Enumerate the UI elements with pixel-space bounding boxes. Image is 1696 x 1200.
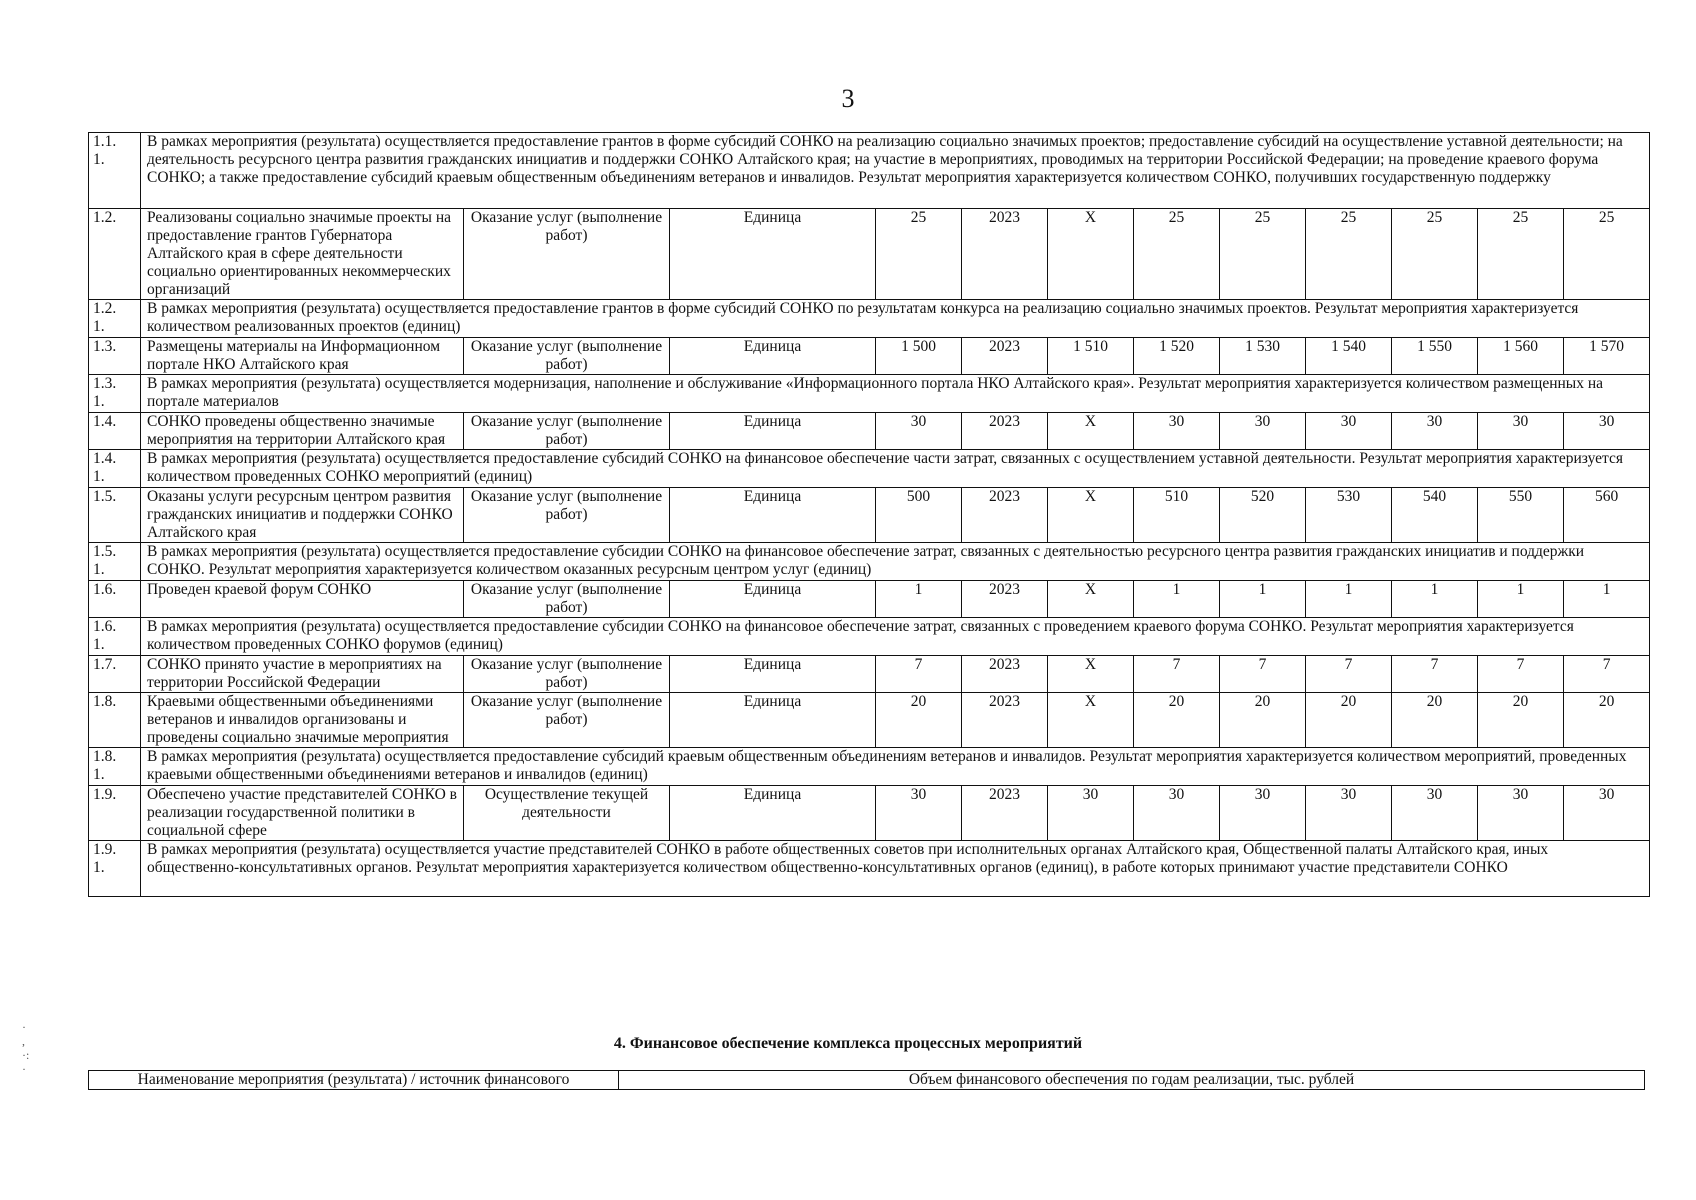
description-row [89,618,1650,656]
result-name: Размещены материалы на Информационном портале НКО Алтайского края [141,338,464,375]
year-value: 1 560 [1478,338,1564,375]
indicator-row [89,693,1650,748]
result-type: Оказание услуг (выполнение работ) [464,209,670,300]
result-type: Оказание услуг (выполнение работ) [464,581,670,618]
year-value: 25 [1306,209,1392,300]
page-number: 3 [841,84,855,113]
indicator-row [89,581,1650,618]
year-value: 530 [1306,488,1392,543]
year-value: 30 [1478,413,1564,450]
year-value: 1 [1134,581,1220,618]
indicator-row [89,209,1650,300]
base-value: 500 [876,488,962,543]
row-number: 1.4. [89,413,141,450]
year-value: 30 [1478,786,1564,841]
year-value: 20 [1564,693,1650,748]
year-value: 510 [1134,488,1220,543]
year-value: 30 [1392,413,1478,450]
base-value: 1 500 [876,338,962,375]
row-number: 1.2. 1. [89,300,141,338]
row-number: 1.3. [89,338,141,375]
row-description: В рамках мероприятия (результата) осуществляется участие представителей СОНКО в работе общественных советов при исполнительных органах Алтайского края, Общественной палаты Алтайского края, иных общественно-консультативных органов. Результат мероприятия характеризуется количеством общественно-консультативных органов (единиц), в работе которых принимают участие представители СОНКО [141,841,1650,897]
result-type: Оказание услуг (выполнение работ) [464,693,670,748]
year-value: 30 [1306,413,1392,450]
year-value: X [1048,656,1134,693]
financing-table [88,1070,1645,1090]
year-value: 30 [1220,786,1306,841]
year-value: 20 [1220,693,1306,748]
row-number: 1.4. 1. [89,450,141,488]
result-type: Оказание услуг (выполнение работ) [464,656,670,693]
year-value: 520 [1220,488,1306,543]
base-year: 2023 [962,581,1048,618]
section-title: 4. Финансовое обеспечение комплекса процессных мероприятий [613,1035,1083,1052]
year-value: 7 [1478,656,1564,693]
row-number: 1.5. 1. [89,543,141,581]
year-value: 1 [1220,581,1306,618]
result-name: Реализованы социально значимые проекты на предоставление грантов Губернатора Алтайского края в сфере деятельности социально ориентированных некоммерческих организаций [141,209,464,300]
row-number: 1.7. [89,656,141,693]
unit-of-measure: Единица [670,581,876,618]
year-value: 1 530 [1220,338,1306,375]
row-description: В рамках мероприятия (результата) осуществляется модернизация, наполнение и обслуживание «Информационного портала НКО Алтайского края». Результат мероприятия характеризуется количеством размещенных на портале материалов [141,375,1650,413]
row-description: В рамках мероприятия (результата) осуществляется предоставление субсидии СОНКО на финансовое обеспечение затрат, связанных с деятельностью ресурсного центра развития гражданских инициатив и поддержки СОНКО. Результат мероприятия характеризуется количеством оказанных ресурсным центром услуг (единиц) [141,543,1650,581]
year-value: 20 [1392,693,1478,748]
year-value: 1 520 [1134,338,1220,375]
base-value: 7 [876,656,962,693]
base-year: 2023 [962,656,1048,693]
row-description: В рамках мероприятия (результата) осуществляется предоставление субсидии СОНКО на финансовое обеспечение затрат, связанных с проведением краевого форума СОНКО. Результат мероприятия характеризуется количеством проведенных СОНКО форумов (единиц) [141,618,1650,656]
year-value: 7 [1220,656,1306,693]
year-value: 7 [1306,656,1392,693]
row-number: 1.6. 1. [89,618,141,656]
unit-of-measure: Единица [670,338,876,375]
year-value: X [1048,488,1134,543]
year-value: X [1048,209,1134,300]
base-value: 1 [876,581,962,618]
unit-of-measure: Единица [670,209,876,300]
base-year: 2023 [962,488,1048,543]
base-year: 2023 [962,413,1048,450]
year-value: 540 [1392,488,1478,543]
year-value: 1 [1306,581,1392,618]
description-row [89,841,1650,897]
year-value: 20 [1306,693,1392,748]
scan-marks: · , ·: · [22,1020,30,1076]
year-value: 20 [1478,693,1564,748]
year-value: 30 [1564,413,1650,450]
result-type: Осуществление текущей деятельности [464,786,670,841]
row-number: 1.8. [89,693,141,748]
row-number: 1.2. [89,209,141,300]
year-value: 550 [1478,488,1564,543]
year-value: 7 [1564,656,1650,693]
description-row [89,543,1650,581]
indicator-row [89,338,1650,375]
description-row [89,375,1650,413]
description-row [89,300,1650,338]
indicator-row [89,488,1650,543]
base-value: 20 [876,693,962,748]
indicator-row [89,656,1650,693]
row-description: В рамках мероприятия (результата) осуществляется предоставление субсидий краевым общественным объединениям ветеранов и инвалидов. Результат мероприятия характеризуется количеством мероприятий, проведенных краевыми общественными объединениями ветеранов и инвалидов (единиц) [141,748,1650,786]
result-name: СОНКО проведены общественно значимые мероприятия на территории Алтайского края [141,413,464,450]
unit-of-measure: Единица [670,656,876,693]
result-name: СОНКО принято участие в мероприятиях на территории Российской Федерации [141,656,464,693]
indicator-row [89,413,1650,450]
result-type: Оказание услуг (выполнение работ) [464,338,670,375]
year-value: 1 [1478,581,1564,618]
year-value: 30 [1048,786,1134,841]
year-value: 1 [1564,581,1650,618]
year-value: 1 540 [1306,338,1392,375]
indicator-row [89,786,1650,841]
base-year: 2023 [962,338,1048,375]
financing-header-volume: Объем финансового обеспечения по годам реализации, тыс. рублей [619,1071,1645,1090]
description-row [89,133,1650,209]
year-value: 30 [1220,413,1306,450]
row-number: 1.3. 1. [89,375,141,413]
row-description: В рамках мероприятия (результата) осуществляется предоставление грантов в форме субсидий СОНКО по результатам конкурса на реализацию социально значимых проектов. Результат мероприятия характеризуется количеством реализованных проектов (единиц) [141,300,1650,338]
year-value: 25 [1478,209,1564,300]
row-number: 1.6. [89,581,141,618]
year-value: 1 550 [1392,338,1478,375]
financing-header-name: Наименование мероприятия (результата) / источник финансового [89,1071,619,1090]
result-name: Обеспечено участие представителей СОНКО в реализации государственной политики в социальной сфере [141,786,464,841]
year-value: 1 510 [1048,338,1134,375]
description-row [89,450,1650,488]
year-value: 30 [1392,786,1478,841]
year-value: 560 [1564,488,1650,543]
year-value: 25 [1564,209,1650,300]
year-value: 30 [1306,786,1392,841]
base-value: 30 [876,786,962,841]
year-value: X [1048,693,1134,748]
year-value: 1 [1392,581,1478,618]
result-type: Оказание услуг (выполнение работ) [464,413,670,450]
row-number: 1.5. [89,488,141,543]
year-value: 30 [1134,786,1220,841]
year-value: 25 [1392,209,1478,300]
unit-of-measure: Единица [670,786,876,841]
results-table [88,132,1650,897]
year-value: 30 [1564,786,1650,841]
unit-of-measure: Единица [670,413,876,450]
row-description: В рамках мероприятия (результата) осуществляется предоставление грантов в форме субсидий СОНКО на реализацию социально значимых проектов; предоставление субсидий на осуществление уставной деятельности; на деятельность ресурсного центра развития гражданских инициатив и поддержки СОНКО Алтайского края; на участие в мероприятиях, проводимых на территории Российской Федерации; на проведение краевого форума СОНКО; а также предоставление субсидий краевым общественным объединениям ветеранов и инвалидов. Результат мероприятия характеризуется количеством СОНКО, получивших государственную поддержку [141,133,1650,209]
unit-of-measure: Единица [670,488,876,543]
year-value: X [1048,581,1134,618]
year-value: 7 [1134,656,1220,693]
year-value: 25 [1220,209,1306,300]
base-value: 30 [876,413,962,450]
result-type: Оказание услуг (выполнение работ) [464,488,670,543]
year-value: 30 [1134,413,1220,450]
financing-header-row [89,1071,1645,1090]
year-value: 1 570 [1564,338,1650,375]
result-name: Проведен краевой форум СОНКО [141,581,464,618]
description-row [89,748,1650,786]
row-number: 1.1. 1. [89,133,141,209]
row-number: 1.8. 1. [89,748,141,786]
year-value: X [1048,413,1134,450]
year-value: 25 [1134,209,1220,300]
result-name: Оказаны услуги ресурсным центром развития гражданских инициатив и поддержки СОНКО Алтайского края [141,488,464,543]
result-name: Краевыми общественными объединениями ветеранов и инвалидов организованы и проведены социально значимые мероприятия [141,693,464,748]
base-year: 2023 [962,693,1048,748]
year-value: 20 [1134,693,1220,748]
base-value: 25 [876,209,962,300]
base-year: 2023 [962,209,1048,300]
year-value: 7 [1392,656,1478,693]
base-year: 2023 [962,786,1048,841]
unit-of-measure: Единица [670,693,876,748]
row-number: 1.9. 1. [89,841,141,897]
row-number: 1.9. [89,786,141,841]
row-description: В рамках мероприятия (результата) осуществляется предоставление субсидий СОНКО на финансовое обеспечение части затрат, связанных с осуществлением уставной деятельности. Результат мероприятия характеризуется количеством проведенных СОНКО мероприятий (единиц) [141,450,1650,488]
